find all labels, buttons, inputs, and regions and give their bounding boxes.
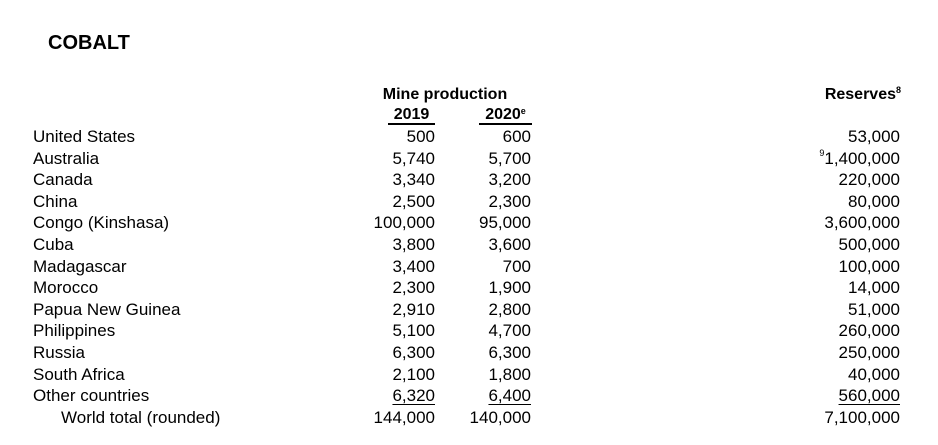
country-name: South Africa [33,364,125,384]
production-2020: 6,300 [488,342,531,362]
production-2020: 140,000 [469,407,531,427]
country-name: Congo (Kinshasa) [33,213,170,233]
table-row [0,256,938,278]
production-2019: 2,300 [392,278,435,298]
table-row [0,342,938,364]
production-2020: 2,300 [488,191,531,211]
production-2019: 6,320 [392,386,435,406]
production-2020: 3,200 [488,170,531,190]
table-row [0,191,938,213]
reserves-value: 51,000 [848,299,900,319]
country-name: Philippines [33,321,116,341]
country-name: Morocco [33,278,99,298]
production-2019: 6,300 [392,342,435,362]
reserves-value: 14,000 [848,278,900,298]
data-table [0,126,938,428]
production-2020: 2,800 [488,299,531,319]
production-2019: 2,100 [392,364,435,384]
production-2019: 3,400 [392,256,435,276]
country-name: Canada [33,170,93,190]
production-2020: 3,600 [488,234,531,254]
reserves-value: 53,000 [848,127,900,146]
header-year-2020-label: 2020 [485,106,521,123]
production-2020: 5,700 [488,148,531,168]
country-name: Papua New Guinea [33,299,181,319]
country-name: United States [33,127,136,146]
reserves-note: 9 [819,147,825,158]
header-reserves [825,85,901,105]
reserves-value: 220,000 [838,170,900,190]
table-row [0,320,938,342]
country-name: Other countries [33,386,150,406]
country-name: Russia [33,342,85,362]
table-row [0,148,938,170]
reserves-value: 40,000 [848,364,900,384]
production-2020: 4,700 [488,321,531,341]
production-2019: 2,910 [392,299,435,319]
page-title: COBALT [48,32,130,54]
production-2020: 600 [502,127,531,146]
country-name: China [33,191,78,211]
country-name: Madagascar [33,256,127,276]
table-row [0,364,938,386]
reserves-value [819,148,900,169]
reserves-number: 1,400,000 [824,148,900,168]
table-row [0,212,938,234]
production-2020: 700 [502,256,531,276]
production-2019: 3,800 [392,234,435,254]
production-2019: 2,500 [392,191,435,211]
header-reserves-note: 8 [895,85,901,95]
production-2019: 144,000 [373,407,435,427]
production-2020: 1,800 [488,364,531,384]
reserves-value: 80,000 [848,191,900,211]
reserves-value: 3,600,000 [824,213,900,233]
country-name: Cuba [33,234,74,254]
header-year-2020-note: e [520,106,526,116]
reserves-value: 260,000 [838,321,900,341]
production-2020: 6,400 [488,386,531,406]
production-2020: 1,900 [488,278,531,298]
reserves-value: 560,000 [838,386,900,406]
table-row [0,126,938,148]
reserves-value: 250,000 [838,342,900,362]
table-row [0,169,938,191]
reserves-value: 7,100,000 [824,407,900,427]
production-2019: 500 [406,127,435,146]
table-row [0,299,938,321]
production-2019: 5,740 [392,148,435,168]
table-row [0,385,938,407]
reserves-value: 500,000 [838,234,900,254]
production-2020: 95,000 [479,213,531,233]
country-name: World total (rounded) [61,407,221,427]
table-row [0,277,938,299]
header-year-2020 [479,106,532,125]
header-reserves-label: Reserves [824,86,896,103]
table-row [0,234,938,256]
production-2019: 5,100 [392,321,435,341]
production-2019: 3,340 [392,170,435,190]
header-mine-production: Mine production [382,86,508,103]
reserves-value: 100,000 [838,256,900,276]
country-name: Australia [33,148,100,168]
production-2019: 100,000 [373,213,435,233]
total-row [0,407,938,429]
header-year-2019: 2019 [388,106,435,125]
